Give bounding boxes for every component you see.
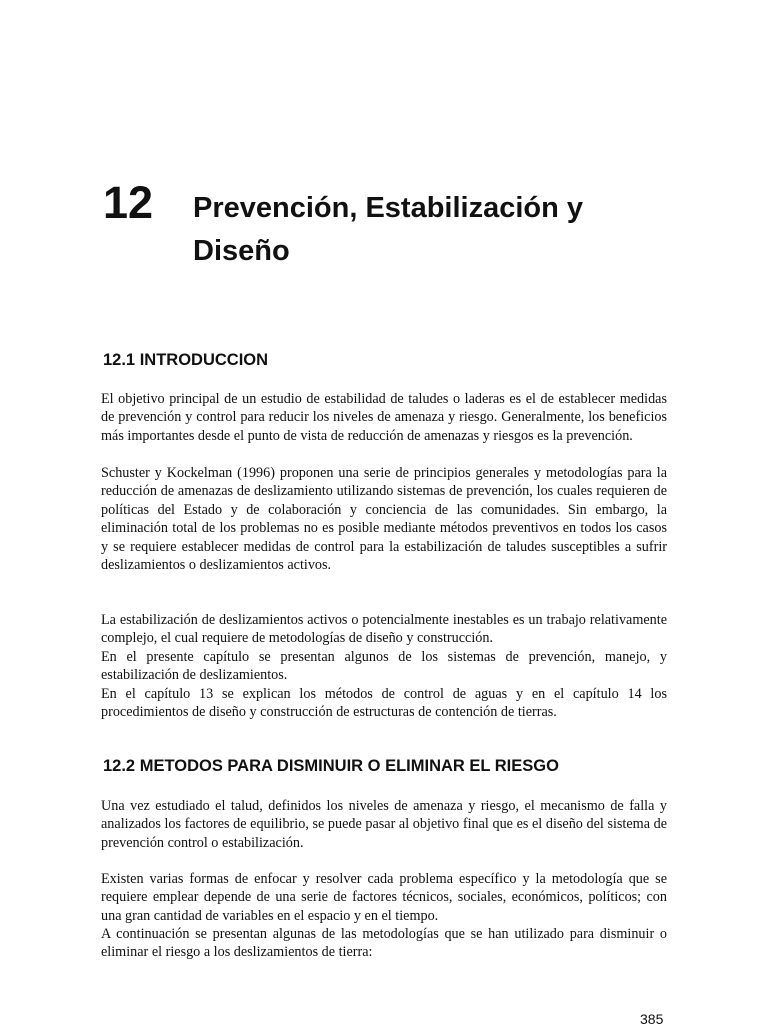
paragraph: En el capítulo 13 se explican los métodos de control de aguas y en el capítulo 14 los procedimientos de diseño y construcción de estructuras de contención de tierras. bbox=[101, 686, 667, 721]
paragraph: La estabilización de deslizamientos activos o potencialmente inestables es un trabajo relativamente complejo, el cual requiere de metodologías de diseño y construcción. bbox=[101, 612, 667, 647]
page-number: 385 bbox=[640, 1011, 664, 1027]
paragraph: El objetivo principal de un estudio de estabilidad de taludes o laderas es el de establecer medidas de prevención y control para reducir los niveles de amenaza y riesgo. Generalmente, los beneficios más importantes desde el punto de vista de reducción de amenazas y riesgos es la prevención. bbox=[101, 391, 667, 444]
section-heading-metodos: 12.2 METODOS PARA DISMINUIR O ELIMINAR EL RIESGO bbox=[103, 757, 559, 775]
paragraph: Existen varias formas de enfocar y resolver cada problema específico y la metodología que se requiere emplear depende de una serie de factores técnicos, sociales, económicos, políticos; con una gran cantidad de variables en el espacio y en el tiempo. bbox=[101, 871, 667, 924]
chapter-number: 12 bbox=[103, 177, 154, 228]
chapter-title: Prevención, Estabilización y Diseño bbox=[193, 192, 584, 267]
paragraph: En el presente capítulo se presentan algunos de los sistemas de prevención, manejo, y estabilización de deslizamientos. bbox=[101, 649, 667, 684]
section-heading-introduccion: 12.1 INTRODUCCION bbox=[103, 351, 269, 369]
paragraph: Una vez estudiado el talud, definidos los niveles de amenaza y riesgo, el mecanismo de falla y analizados los factores de equilibrio, se puede pasar al objetivo final que es el diseño del sistema de prevención control o estabilización. bbox=[101, 798, 667, 851]
paragraph: A continuación se presentan algunas de las metodologías que se han utilizado para disminuir o eliminar el riesgo a los deslizamientos de tierra: bbox=[101, 926, 667, 961]
paragraph: Schuster y Kockelman (1996) proponen una serie de principios generales y metodologías para la reducción de amenazas de deslizamiento utilizando sistemas de prevención, los cuales requieren de políticas del Estado y de colaboración y conciencia de las comunidades. Sin embargo, la eliminación total de los problemas no es posible mediante métodos preventivos en todos los casos y se requiere establecer medidas de control para la estabilización de taludes susceptibles a sufrir deslizamientos o deslizamientos activos. bbox=[101, 465, 667, 574]
